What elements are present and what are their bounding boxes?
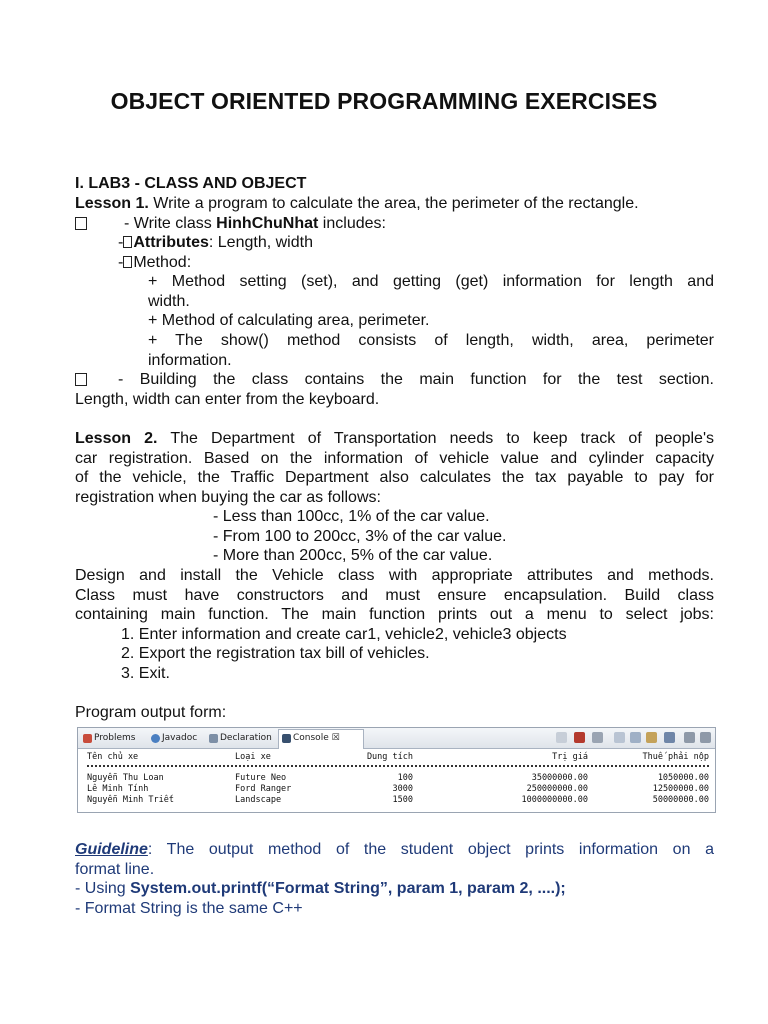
tax-rule: - Less than 100cc, 1% of the car value. [213,508,490,525]
console-screenshot [77,727,716,813]
item1-prefix: - Write class [124,215,217,232]
guideline-line1 [75,840,714,860]
table-row: Nguyễn Minh Triết Landscape 1500 1000000000.00 50000000.00 [87,795,709,805]
lesson1-item2 [75,370,714,390]
declaration-icon [209,734,218,743]
guideline-line3 [75,879,714,899]
table-row: Nguyễn Thu Loan Future Neo 100 35000000.00 1050000.00 [87,773,709,783]
header-value: Trị giá [552,752,588,762]
method3-line2: information. [148,352,232,369]
toolbar-icon [684,732,695,743]
guideline-line4: - Format String is the same C++ [75,900,303,917]
lesson2-design-line1: Design and install the Vehicle class with appropriate attributes and methods. [75,567,714,584]
lesson1-text: Write a program to calculate the area, the perimeter of the rectangle. [148,195,639,212]
method-line: - Method: [118,254,192,271]
output-label: Program output form: [75,704,227,721]
section-heading: I. LAB3 - CLASS AND OBJECT [75,175,307,192]
tab-declaration: Declaration [206,730,272,747]
attributes-text: : Length, width [208,234,313,251]
menu-item: 3. Exit. [121,665,170,682]
lesson2-line4: registration when buying the car as follows: [75,489,381,506]
lesson2-text1: The Department of Transportation needs to keep track of people's [157,430,715,447]
item2-line2: Length, width can enter from the keyboard. [75,391,380,408]
console-separator [87,765,709,767]
page-title: OBJECT ORIENTED PROGRAMMING EXERCISES [110,88,658,114]
symbol-bullet-icon [123,256,132,268]
tax-rule: - From 100 to 200cc, 3% of the car value. [213,528,507,545]
guideline-using: - Using [75,880,131,897]
method2-line: + Method of calculating area, perimeter. [148,312,430,329]
tab-problems: Problems [80,730,135,747]
symbol-bullet-icon [123,236,132,248]
attributes-label: Attributes [133,234,209,251]
item2-line1: - Building the class contains the main function for the test section. [118,371,714,388]
lesson1-label: Lesson 1. [75,195,149,212]
toolbar-icon [614,732,625,743]
header-tax: Thuế phải nộp [642,752,709,762]
menu-item: 1. Enter information and create car1, vehicle2, vehicle3 objects [121,626,567,643]
item1-suffix: includes: [318,215,386,232]
console-header-row [78,752,715,763]
toolbar-icon [664,732,675,743]
problems-icon [83,734,92,743]
class-name: HinhChuNhat [216,215,319,232]
menu-item: 2. Export the registration tax bill of vehicles. [121,645,430,662]
table-row: Lê Minh Tính Ford Ranger 3000 250000000.00 12500000.00 [87,784,709,794]
guideline-text1: : The output method of the student object prints information on a [147,841,714,858]
lesson2-label: Lesson 2. [75,430,158,447]
header-capacity: Dung tích [366,752,413,762]
toolbar-icon [556,732,567,743]
method3-line1: + The show() method consists of length, width, area, perimeter [148,332,714,349]
guideline-line2: format line. [75,861,155,878]
toolbar-icon [574,732,585,743]
javadoc-icon [151,734,160,743]
tab-console: Console ☒ [278,729,364,749]
toolbar-icon [592,732,603,743]
lesson2-line1 [75,429,714,449]
lesson1-item1 [75,214,714,234]
guideline-label: Guideline [75,841,148,858]
header-owner: Tên chủ xe [87,752,139,762]
symbol-bullet-icon [75,373,87,386]
lesson1-intro [75,194,714,214]
method1-line1: + Method setting (set), and getting (get) information for length and [148,273,714,290]
tax-rule: - More than 200cc, 5% of the car value. [213,547,493,564]
method-label: Method: [133,254,192,271]
attributes-line: - Attributes: Length, width [118,234,313,251]
method1-line2: width. [148,293,190,310]
tab-javadoc: Javadoc [148,730,197,747]
console-icon [282,734,291,743]
toolbar-icon [646,732,657,743]
symbol-bullet-icon [75,217,87,230]
toolbar-icon [700,732,711,743]
lesson2-design-line2: Class must have constructors and must ensure encapsulation. Build class [75,587,714,604]
lesson2-line2: car registration. Based on the information of vehicle value and cylinder capacity [75,450,714,467]
console-tabbar [78,728,715,749]
lesson2-line3: of the vehicle, the Traffic Department also calculates the tax payable to pay for [75,469,714,486]
lesson2-design-line3: containing main function. The main function prints out a menu to select jobs: [75,606,714,623]
toolbar-icon [630,732,641,743]
printf-code: System.out.printf(“Format String”, param 1, param 2, ....); [130,880,566,897]
header-type: Loại xe [235,752,271,762]
